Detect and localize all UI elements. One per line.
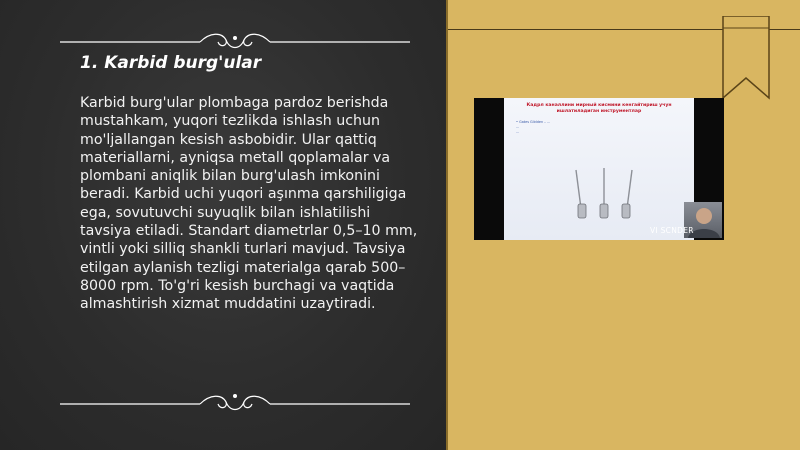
slide-heading: 1. Karbid burg'ular: [80, 53, 262, 73]
top-scroll-ornament-icon: [60, 30, 410, 54]
slide-body-text: Karbid burg'ular plombaga pardoz berishda mustahkam, yuqori tezlikda ishlash uchun mo'ljallangan kesish asbobidir. Ular qattiq materiallarni, ayniqsa metall qoplamalar va plombani aniqlik bilan burg'ulash imkonini beradi. Karbid uchi yuqori aşınma qarshiligiga ega, sovutuvchi suyuqlik bilan ishlatilishi tavsiya etiladi. Standart diametrlar 0,5–10 mm, vintli yoki silliq shankli turlari mavjud. Tavsiya etilgan aylanish tezligi materialga qarab 500–8000 rpm. To'g'ri kesish burchagi va vaqtida almashtirish xizmat muddatini uzaytiradi.: [80, 95, 418, 313]
bookmark-ribbon-icon: [720, 16, 772, 100]
bottom-scroll-ornament-icon: [60, 390, 410, 414]
endodontic-instruments-icon: [564, 166, 644, 226]
video-watermark: VI SCNDER: [650, 226, 694, 235]
embedded-video[interactable]: [474, 98, 724, 240]
inner-slide-text: • Gates Glidden – ... ... ...: [516, 120, 551, 134]
inner-slide-title: Кадрл каналлини мирный кисмини кенгайтириш учун ишлатиладиган инструментлар: [526, 103, 672, 114]
inner-slide: [504, 98, 694, 240]
